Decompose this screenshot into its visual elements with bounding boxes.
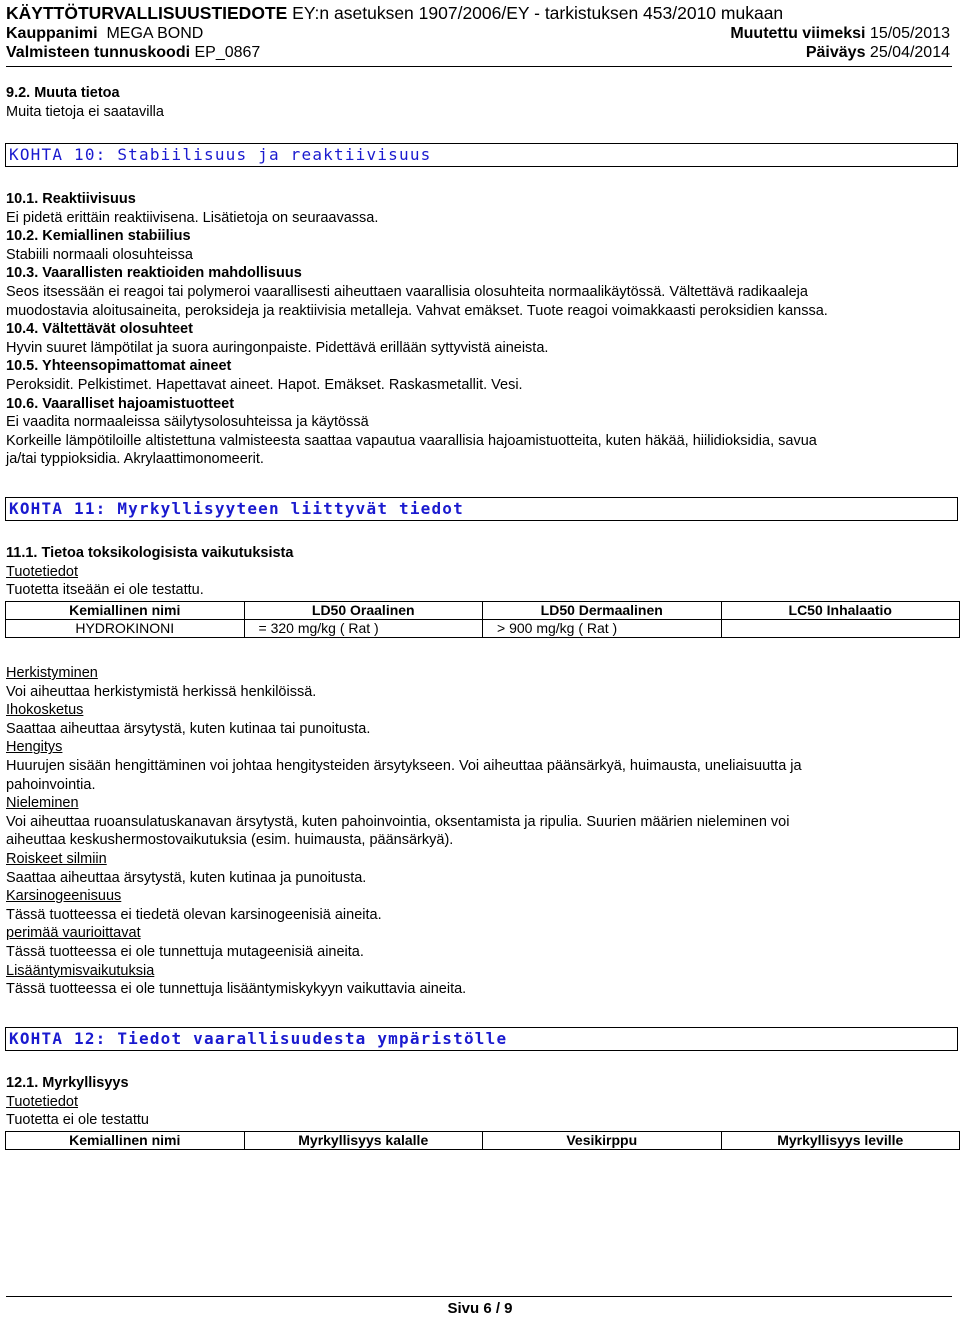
section-12-title: KOHTA 12: Tiedot vaarallisuudesta ympäristölle (5, 1027, 958, 1051)
heading-10-6: 10.6. Vaaralliset hajoamistuotteet (6, 395, 235, 412)
text-10-3-line2: muodostavia aloitusaineita, peroksideja ja reaktiivisia metalleja. Vahvat emäkset. Tuote reagoi voimakkaasti peroksidien kanssa. (6, 302, 828, 319)
text-10-5: Peroksidit. Pelkistimet. Hapettavat aineet. Hapot. Emäkset. Raskasmetallit. Vesi. (6, 376, 523, 393)
ingestion-text-line2: aiheuttaa keskushermostovaikutuksia (esim. huimausta, päänsärkyä). (6, 832, 454, 849)
eye-contact-label: Roiskeet silmiin (6, 850, 107, 867)
ecotoxicity-table (5, 1131, 960, 1150)
header-row-2 (6, 44, 950, 63)
col-algae-toxicity: Myrkyllisyys leville (721, 1132, 960, 1150)
section-10-content (6, 190, 952, 469)
table-row (6, 620, 960, 638)
inhalation-label: Hengitys (6, 739, 63, 756)
section-12-intro (6, 1074, 952, 1130)
ingestion-label: Nieleminen (6, 795, 79, 812)
title-main: KÄYTTÖTURVALLISUUSTIEDOTE (6, 3, 288, 23)
title-regulation: EY:n asetuksen 1907/2006/EY - tarkistuksen 453/2010 mukaan (287, 3, 784, 23)
page-number: Sivu 6 / 9 (447, 1300, 513, 1317)
heading-12-1: 12.1. Myrkyllisyys (6, 1075, 129, 1091)
heading-11-1: 11.1. Tietoa toksikologisista vaikutuksista (6, 545, 294, 561)
col-lc50-inhalation: LC50 Inhalaatio (721, 602, 960, 620)
cell-ld50-oral: = 320 mg/kg ( Rat ) (244, 620, 483, 638)
col-chemical-name: Kemiallinen nimi (6, 1132, 245, 1150)
section-11-intro (6, 544, 952, 600)
sensitization-label: Herkistyminen (6, 665, 98, 681)
col-chemical-name: Kemiallinen nimi (6, 602, 245, 620)
col-daphnia: Vesikirppu (483, 1132, 722, 1150)
text-10-1: Ei pidetä erittäin reaktiivisena. Lisätietoja on seuraavassa. (6, 209, 379, 226)
skin-contact-text: Saattaa aiheuttaa ärsytystä, kuten kutinaa tai punoitusta. (6, 720, 371, 737)
eco-product-info-text: Tuotetta ei ole testattu (6, 1112, 149, 1129)
text-10-6-a: Ei vaadita normaaleissa säilytysolosuhteissa ja käytössä (6, 414, 369, 431)
col-ld50-dermal: LD50 Dermaalinen (483, 602, 722, 620)
heading-10-4: 10.4. Vältettävät olosuhteet (6, 321, 193, 338)
trade-name-label: Kauppanimi (6, 25, 98, 42)
text-9-2: Muita tietoja ei saatavilla (6, 103, 164, 120)
revised-value: 15/05/2013 (869, 25, 950, 42)
col-ld50-oral: LD50 Oraalinen (244, 602, 483, 620)
product-info-label: Tuotetiedot (6, 563, 79, 580)
reproductive-text: Tässä tuotteessa ei ole tunnettuja lisääntymiskykyyn vaikuttavia aineita. (6, 981, 467, 998)
heading-9-2: 9.2. Muuta tietoa (6, 85, 120, 101)
eye-contact-text: Saattaa aiheuttaa ärsytystä, kuten kutinaa ja punoitusta. (6, 869, 367, 886)
document-title (6, 4, 950, 23)
reproductive-label: Lisääntymisvaikutuksia (6, 962, 155, 979)
cell-ld50-dermal: > 900 mg/kg ( Rat ) (483, 620, 722, 638)
eco-product-info-label: Tuotetiedot (6, 1093, 79, 1110)
product-code-value: EP_0867 (194, 44, 261, 61)
section-11-effects (6, 664, 952, 999)
cell-chemical-name: HYDROKINONI (6, 620, 245, 638)
heading-10-3: 10.3. Vaarallisten reaktioiden mahdollisuus (6, 265, 302, 282)
heading-10-2: 10.2. Kemiallinen stabiilius (6, 228, 191, 245)
text-10-4: Hyvin suuret lämpötilat ja suora auringonpaiste. Pidettävä erillään syttyvistä aineista. (6, 339, 549, 356)
section-10-title: KOHTA 10: Stabiilisuus ja reaktiivisuus (5, 143, 958, 167)
text-10-6-b-line1: Korkeille lämpötiloille altistettuna valmisteesta saattaa vapautua vaarallisia hajoamistuotteita, kuten häkää, hiilidioksidia, savua (6, 432, 817, 449)
footer-divider (6, 1296, 952, 1297)
carcinogenicity-text: Tässä tuotteessa ei tiedetä olevan karsinogeenisiä aineita. (6, 906, 382, 923)
text-10-6-b-line2: ja/tai typpioksidia. Akrylaattimonomeerit. (6, 451, 264, 468)
section-11-title: KOHTA 11: Myrkyllisyyteen liittyvät tiedot (5, 497, 958, 521)
sensitization-text: Voi aiheuttaa herkistymistä herkissä henkilöissä. (6, 683, 317, 700)
date-value: 25/04/2014 (869, 44, 950, 61)
mutagenicity-label: perimää vaurioittavat (6, 925, 141, 942)
header-row-1 (6, 25, 950, 44)
col-fish-toxicity: Myrkyllisyys kalalle (244, 1132, 483, 1150)
inhalation-text-line1: Huurujen sisään hengittäminen voi johtaa hengitysteiden ärsytykseen. Voi aiheuttaa päänsärkyä, huimausta, uneliaisuutta ja (6, 757, 802, 774)
product-info-text: Tuotetta itseään ei ole testattu. (6, 582, 204, 599)
text-10-2: Stabiili normaali olosuhteissa (6, 246, 193, 263)
product-code-label: Valmisteen tunnuskoodi (6, 44, 191, 61)
inhalation-text-line2: pahoinvointia. (6, 776, 96, 793)
cell-lc50-inhalation (721, 620, 960, 638)
header-divider (6, 66, 952, 67)
mutagenicity-text: Tässä tuotteessa ei ole tunnettuja mutageenisiä aineita. (6, 943, 364, 960)
heading-10-1: 10.1. Reaktiivisuus (6, 191, 136, 207)
text-10-3-line1: Seos itsessään ei reagoi tai polymeroi vaarallisesti aiheuttaen vaarallisia olosuhteita normaalikäytössä. Vältettävä radikaaleja (6, 283, 808, 300)
ingestion-text-line1: Voi aiheuttaa ruoansulatuskanavan ärsytystä, kuten pahoinvointia, oksentamista ja ripulia. Suurien määrien nieleminen voi (6, 813, 790, 830)
carcinogenicity-label: Karsinogeenisuus (6, 888, 122, 905)
eco-table-header-row (6, 1132, 960, 1150)
skin-contact-label: Ihokosketus (6, 702, 84, 719)
heading-10-5: 10.5. Yhteensopimattomat aineet (6, 358, 232, 375)
revised-label: Muutettu viimeksi (730, 25, 866, 42)
section-9-2 (6, 84, 952, 121)
date-label: Päiväys (805, 44, 866, 61)
trade-name-value: MEGA BOND (106, 25, 204, 42)
toxicity-table (5, 601, 960, 638)
table-header-row (6, 602, 960, 620)
